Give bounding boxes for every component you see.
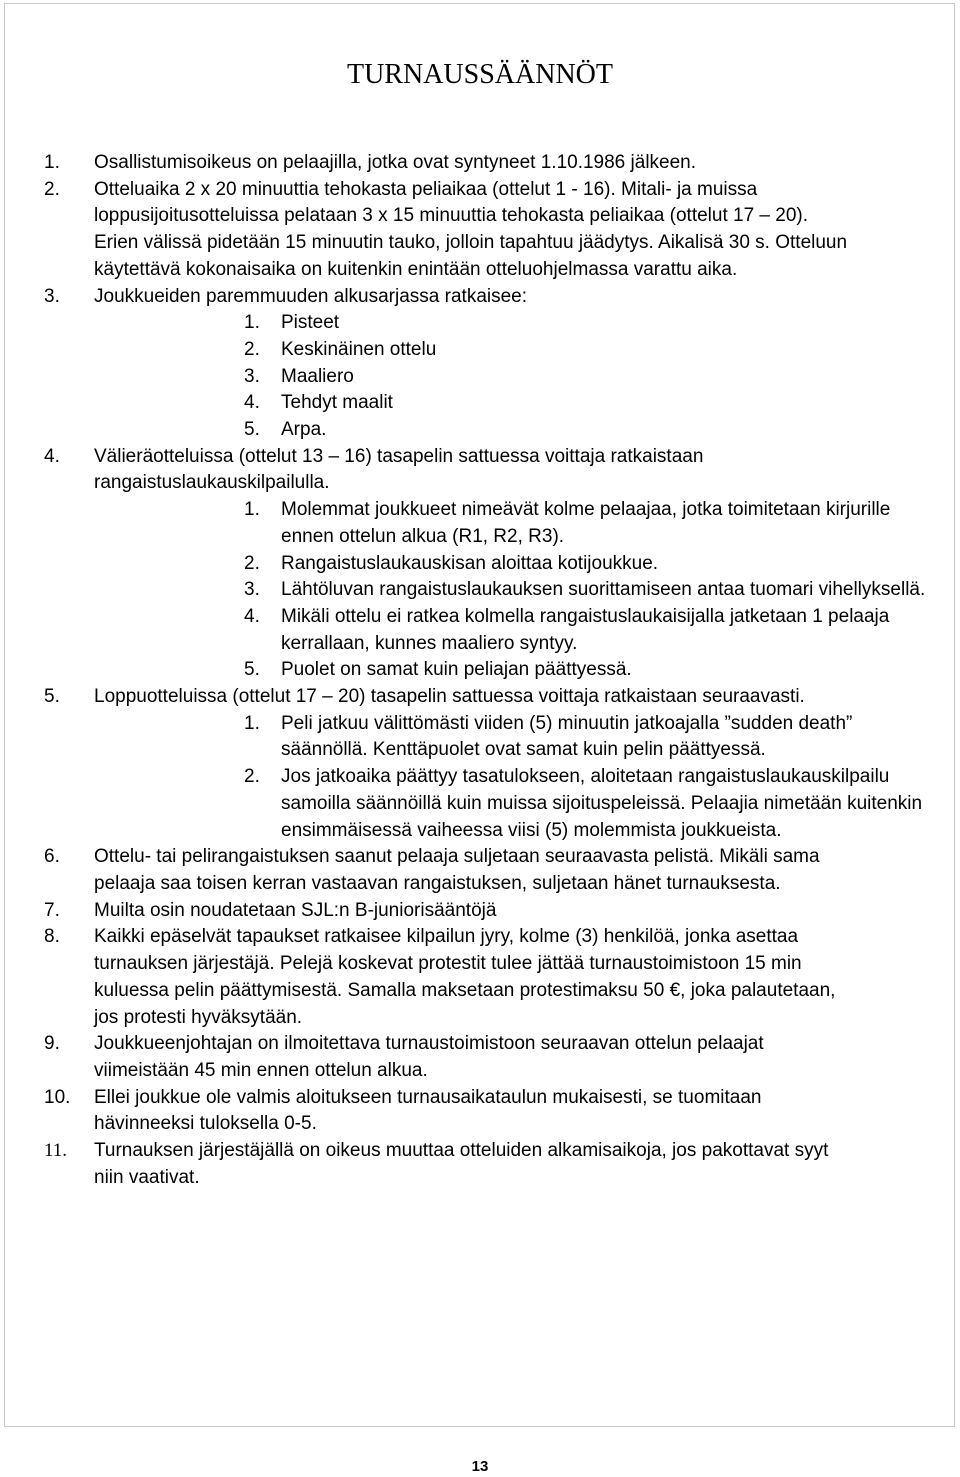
rule-subitem: [0, 390, 941, 417]
subitem-text: Mikäli ottelu ei ratkea kolmella rangaistuslaukaisijalla jatketaan 1 pelaaja kerrallaan, kunnes maaliero syntyy.: [281, 605, 890, 654]
rule-number: 10.: [44, 1086, 71, 1108]
subitem-number: 5.: [244, 659, 260, 681]
rule-item: [0, 1085, 854, 1138]
rule-subitem: [0, 577, 941, 604]
rule-subitem: [0, 337, 941, 364]
rule-number: 11.: [44, 1140, 68, 1162]
rule-number: 6.: [44, 846, 60, 868]
rule-item: [0, 844, 854, 897]
rule-number: 4.: [44, 445, 60, 467]
rule-text: Ellei joukkue ole valmis aloitukseen turnausaikataulun mukaisesti, se tuomitaan hävinneeksi tuloksella 0-5.: [94, 1086, 762, 1135]
subitem-number: 2.: [244, 766, 260, 788]
rule-subitem: [0, 657, 941, 684]
subitem-text: Arpa.: [281, 419, 327, 441]
rule-item: [0, 444, 854, 497]
rule-text: Välieräotteluissa (ottelut 13 – 16) tasapelin sattuessa voittaja ratkaistaan rangaistuslaukauskilpailulla.: [94, 445, 704, 494]
rule-subitem: [0, 364, 941, 391]
subitem-text: Molemmat joukkueet nimeävät kolme pelaajaa, jotka toimitetaan kirjurille ennen ottelun alkua (R1, R2, R3).: [281, 499, 891, 547]
subitem-number: 5.: [244, 419, 260, 441]
subitem-number: 3.: [244, 579, 260, 601]
rule-text: Loppuotteluissa (ottelut 17 – 20) tasapelin sattuessa voittaja ratkaistaan seuraavasti.: [94, 686, 805, 708]
rule-text: Osallistumisoikeus on pelaajilla, jotka ovat syntyneet 1.10.1986 jälkeen.: [94, 152, 697, 173]
rule-number: 2.: [44, 178, 60, 200]
subitem-text: Maaliero: [281, 365, 354, 387]
document-title: TURNAUSSÄÄNNÖT: [346, 59, 613, 90]
subitem-number: 2.: [244, 552, 260, 574]
subitem-text: Jos jatkoaika päättyy tasatulokseen, aloitetaan rangaistuslaukauskilpailu samoilla säännöillä kuin muissa sijoituspeleissä. Pelaajia nimetään kuitenkin ensimmäisessä vaiheessa viisi (5) molemmista joukkueista.: [281, 766, 923, 841]
rule-subitem: [0, 711, 941, 764]
subitem-text: Peli jatkuu välittömästi viiden (5) minuutin jatkoajalla ”sudden death” säännöllä. Kenttäpuolet ovat samat kuin pelin päättyessä.: [281, 712, 853, 761]
rule-subitem: [0, 417, 941, 444]
subitem-text: Lähtöluvan rangaistuslaukauksen suorittamiseen antaa tuomari vihellyksellä.: [281, 579, 926, 601]
page-number: 13: [471, 1458, 489, 1475]
subitem-number: 4.: [244, 605, 260, 627]
subitem-number: 3.: [244, 365, 260, 387]
rule-number: 7.: [44, 899, 60, 921]
rule-item: [0, 898, 854, 925]
rule-number: 9.: [44, 1033, 60, 1055]
rule-item: [0, 924, 854, 1031]
subitem-text: Puolet on samat kuin peliajan päättyessä.: [281, 659, 632, 681]
rule-subitem: [0, 310, 941, 337]
subitem-number: 1.: [244, 312, 260, 334]
subitem-text: Pisteet: [281, 312, 340, 334]
rule-text: Ottelu- tai pelirangaistuksen saanut pelaaja suljetaan seuraavasta pelistä. Mikäli sama pelaaja saa toisen kerran vastaavan rangaistuksen, suljetaan hänet turnauksesta.: [94, 846, 820, 894]
rule-subitem: [0, 764, 941, 844]
rule-subitem: [0, 551, 941, 578]
rules-list: [0, 150, 960, 1191]
rule-text: Joukkueiden paremmuuden alkusarjassa ratkaisee:: [94, 285, 528, 307]
rule-text: Otteluaika 2 x 20 minuuttia tehokasta peliaikaa (ottelut 1 - 16). Mitali- ja muissa loppusijoitusotteluissa pelataan 3 x 15 minuuttia tehokasta peliaikaa (ottelut 17 – 20). Erien välissä pidetään 15 minuutin tauko, jolloin tapahtuu jäädytys. Aikalisä 30 s. Otteluun käytettävä kokonaisaika on kuitenkin enintään otteluohjelmassa varattu aika.: [94, 178, 848, 280]
rule-item: [0, 177, 854, 284]
rule-text: Turnauksen järjestäjällä on oikeus muuttaa otteluiden alkamisaikoja, jos pakottavat syyt niin vaativat.: [94, 1140, 829, 1188]
subitem-text: Keskinäinen ottelu: [281, 338, 437, 360]
rule-text: Muilta osin noudatetaan SJL:n B-juniorisääntöjä: [94, 899, 497, 921]
rule-item: [0, 1031, 854, 1084]
rule-number: 1.: [44, 152, 60, 173]
rule-text: Joukkueenjohtajan on ilmoitettava turnaustoimistoon seuraavan ottelun pelaajat viimeistään 45 min ennen ottelun alkua.: [94, 1033, 764, 1081]
rule-number: 3.: [44, 285, 60, 307]
rule-item: [0, 1138, 854, 1191]
subitem-text: Rangaistuslaukauskisan aloittaa kotijoukkue.: [281, 552, 659, 574]
rule-number: 5.: [44, 686, 60, 708]
subitem-number: 4.: [244, 392, 260, 414]
rule-item: [0, 284, 854, 311]
rule-text: Kaikki epäselvät tapaukset ratkaisee kilpailun jyry, kolme (3) henkilöä, jonka asettaa turnauksen järjestäjä. Pelejä koskevat protestit tulee jättää turnaustoimistoon 15 min kuluessa pelin päättymisestä. Samalla maksetaan protestimaksu 50 €, joka palautetaan, jos protesti hyväksytään.: [94, 926, 836, 1028]
subitem-number: 2.: [244, 338, 260, 360]
rule-item: [0, 684, 854, 711]
rule-number: 8.: [44, 926, 60, 948]
rule-item: [0, 150, 854, 177]
subitem-number: 1.: [244, 712, 260, 734]
rule-subitem: [0, 497, 941, 550]
subitem-text: Tehdyt maalit: [281, 392, 393, 414]
rule-subitem: [0, 604, 941, 657]
subitem-number: 1.: [244, 499, 260, 521]
